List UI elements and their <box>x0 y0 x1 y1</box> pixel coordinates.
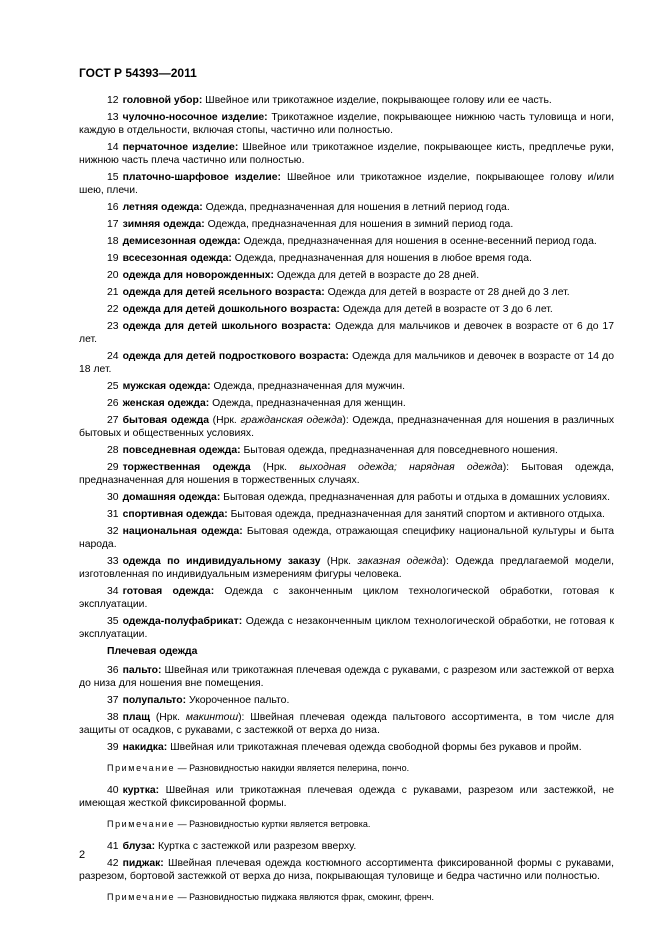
term-number: 22 <box>107 304 119 315</box>
term-name: летняя одежда: <box>122 202 203 213</box>
section-heading-text: Плечевая одежда <box>107 646 198 657</box>
term-entry <box>79 784 614 810</box>
term-name: одежда-полуфабрикат: <box>122 616 243 627</box>
term-definition: Одежда с законченным циклом технологической обработки, готовая к эксплуатации. <box>79 586 614 610</box>
term-number: 35 <box>107 616 119 627</box>
term-number: 17 <box>107 219 119 230</box>
term-number: 29 <box>107 462 119 473</box>
term-definition: Одежда для детей в возрасте до 28 дней. <box>273 270 480 281</box>
term-name: плащ <box>122 712 150 723</box>
note-text: — Разновидностью пиджака являются фрак, смокинг, френч. <box>175 892 434 902</box>
term-definition: Одежда для детей в возрасте от 28 дней до 3 лет. <box>324 287 570 298</box>
term-entry <box>79 444 614 457</box>
term-name: куртка: <box>122 785 160 796</box>
term-name: платочно-шарфовое изделие: <box>122 172 281 183</box>
term-definition: Одежда, предназначенная для ношения в любое время года. <box>231 253 532 264</box>
term-definition: Одежда, предназначенная для ношения в осенне-весенний период года. <box>240 236 597 247</box>
term-number: 19 <box>107 253 119 264</box>
term-number: 21 <box>107 287 119 298</box>
term-number: 36 <box>107 665 119 676</box>
synonym-suffix: ): <box>238 712 245 723</box>
term-name: одежда для детей ясельного возраста: <box>122 287 325 298</box>
term-entry <box>79 414 614 440</box>
term-entry <box>79 201 614 214</box>
term-definition: Бытовая одежда, отражающая специфику национальной культуры и быта народа. <box>79 526 615 550</box>
term-definition: Швейная плечевая одежда пальтового ассортимента, в том числе для защиты от осадков, с рукавами, с застежкой от верха до низа. <box>79 712 615 736</box>
synonym-suffix: ): <box>442 556 449 567</box>
term-name: пальто: <box>122 665 162 676</box>
term-entry <box>79 508 614 521</box>
term-entry <box>79 303 614 316</box>
term-number: 31 <box>107 509 119 520</box>
note-label: Примечание <box>107 819 176 829</box>
term-definition: Швейная или трикотажная плечевая одежда с рукавами, разрезом или застежкой, не имеющая жесткой фиксированной формы. <box>79 785 614 809</box>
term-entry <box>79 252 614 265</box>
term-number: 33 <box>107 556 119 567</box>
term-name: головной убор: <box>122 95 203 106</box>
term-definition: Швейное или трикотажное изделие, покрывающее голову или ее часть. <box>202 95 552 106</box>
term-definition: Швейное или трикотажное изделие, покрывающее голову и/или шею, плечи. <box>79 172 614 196</box>
term-number: 13 <box>107 112 119 123</box>
term-definition: Куртка с застежкой или разрезом вверху. <box>155 841 357 852</box>
term-definition: Одежда, предназначенная для ношения в зимний период года. <box>204 219 514 230</box>
deprecated-synonym: заказная одежда <box>357 556 443 567</box>
term-number: 30 <box>107 492 119 503</box>
term-number: 32 <box>107 526 119 537</box>
page-header-title: ГОСТ Р 54393—2011 <box>79 66 197 80</box>
term-entry <box>79 94 614 107</box>
term-name: женская одежда: <box>122 398 210 409</box>
note <box>79 891 614 903</box>
term-number: 37 <box>107 695 119 706</box>
term-number: 41 <box>107 841 119 852</box>
term-entry <box>79 380 614 393</box>
term-number: 20 <box>107 270 119 281</box>
term-number: 42 <box>107 858 119 869</box>
term-definition: Бытовая одежда, предназначенная для работы и отдыха в домашних условиях. <box>220 492 610 503</box>
term-definition: Одежда, предназначенная для ношения в различных бытовых и общественных условиях. <box>79 415 615 439</box>
synonym-prefix: (Нрк. <box>320 556 358 567</box>
term-entry <box>79 141 614 167</box>
term-name: торжественная одежда <box>122 462 251 473</box>
term-entry <box>79 857 614 883</box>
term-entry <box>79 350 614 376</box>
term-name: одежда для детей дошкольного возраста: <box>122 304 340 315</box>
synonym-prefix: (Нрк. <box>250 462 300 473</box>
term-entry <box>79 525 614 551</box>
term-number: 12 <box>107 95 119 106</box>
term-entry <box>79 491 614 504</box>
term-name: одежда для новорожденных: <box>122 270 274 281</box>
term-name: готовая одежда: <box>122 586 215 597</box>
term-number: 18 <box>107 236 119 247</box>
document-body <box>79 94 614 913</box>
term-entry <box>79 664 614 690</box>
section-heading <box>79 645 614 658</box>
term-number: 24 <box>107 351 119 362</box>
term-number: 40 <box>107 785 119 796</box>
term-name: национальная одежда: <box>122 526 243 537</box>
term-definition: Бытовая одежда, предназначенная для повседневного ношения. <box>240 445 558 456</box>
synonym-prefix: (Нрк. <box>209 415 241 426</box>
term-name: всесезонная одежда: <box>122 253 232 264</box>
term-entry <box>79 171 614 197</box>
term-definition: Швейная или трикотажная плечевая одежда свободной формы без рукавов и пройм. <box>167 742 582 753</box>
term-entry <box>79 218 614 231</box>
term-name: полупальто: <box>122 695 187 706</box>
term-name: одежда для детей подросткового возраста: <box>122 351 349 362</box>
term-entry <box>79 111 614 137</box>
term-number: 25 <box>107 381 119 392</box>
term-number: 14 <box>107 142 119 153</box>
term-entry <box>79 555 614 581</box>
note <box>79 818 614 830</box>
term-definition: Одежда предлагаемой модели, изготовленная по индивидуальным измерениям фигуры человека. <box>79 556 614 580</box>
term-definition: Трикотажное изделие, покрывающее нижнюю часть туловища и ноги, каждую в отдельности, включая стопы, частично или полностью. <box>79 112 614 136</box>
term-name: повседневная одежда: <box>122 445 241 456</box>
term-entry <box>79 585 614 611</box>
term-definition: Одежда для мальчиков и девочек в возрасте от 6 до 17 лет. <box>79 321 614 345</box>
term-name: домашняя одежда: <box>122 492 221 503</box>
term-name: одежда для детей школьного возраста: <box>122 321 332 332</box>
term-entry <box>79 461 614 487</box>
term-name: спортивная одежда: <box>122 509 228 520</box>
term-number: 34 <box>107 586 119 597</box>
deprecated-synonym: гражданская одежда <box>240 415 343 426</box>
synonym-prefix: (Нрк. <box>150 712 186 723</box>
term-number: 15 <box>107 172 119 183</box>
note-label: Примечание <box>107 763 176 773</box>
note-text: — Разновидностью куртки является ветровка. <box>175 819 371 829</box>
deprecated-synonym: выходная одежда; нарядная одежда <box>299 462 503 473</box>
page-number: 2 <box>79 849 86 861</box>
term-entry <box>79 397 614 410</box>
term-definition: Швейная плечевая одежда костюмного ассортимента фиксированной формы с рукавами, разрезом, бортовой застежкой от верха до низа, покрывающая туловище и бедра частично или полностью. <box>79 858 614 882</box>
synonym-suffix: ): <box>502 462 510 473</box>
term-entry <box>79 286 614 299</box>
term-entry <box>79 320 614 346</box>
term-number: 23 <box>107 321 119 332</box>
term-definition: Одежда с незаконченным циклом технологической обработки, не готовая к эксплуатации. <box>79 616 614 640</box>
note <box>79 762 614 774</box>
term-name: чулочно-носочное изделие: <box>122 112 268 123</box>
term-entry <box>79 840 614 853</box>
deprecated-synonym: макинтош <box>185 712 239 723</box>
note-text: — Разновидностью накидки является пелерина, пончо. <box>175 763 410 773</box>
synonym-suffix: ): <box>342 415 349 426</box>
term-entry <box>79 235 614 248</box>
term-name: блуза: <box>122 841 156 852</box>
term-number: 39 <box>107 742 119 753</box>
term-entry <box>79 711 614 737</box>
term-entry <box>79 615 614 641</box>
term-entry <box>79 694 614 707</box>
term-definition: Укороченное пальто. <box>186 695 290 706</box>
term-definition: Одежда, предназначенная для мужчин. <box>210 381 405 392</box>
term-number: 26 <box>107 398 119 409</box>
term-definition: Швейная или трикотажная плечевая одежда с рукавами, с разрезом или застежкой от верха до низа для ношения вне помещения. <box>79 665 614 689</box>
term-entry <box>79 269 614 282</box>
term-definition: Одежда для мальчиков и девочек в возрасте от 14 до 18 лет. <box>79 351 614 375</box>
term-name: пиджак: <box>122 858 164 869</box>
term-definition: Одежда, предназначенная для женщин. <box>209 398 406 409</box>
note-label: Примечание <box>107 892 176 902</box>
term-number: 38 <box>107 712 119 723</box>
term-entry <box>79 741 614 754</box>
term-definition: Швейное или трикотажное изделие, покрывающее кисть, предплечье руки, нижнюю часть плеча частично или полностью. <box>79 142 614 166</box>
term-name: мужская одежда: <box>122 381 211 392</box>
term-name: одежда по индивидуальному заказу <box>122 556 321 567</box>
term-name: демисезонная одежда: <box>122 236 241 247</box>
term-definition: Одежда для детей в возрасте от 3 до 6 лет. <box>339 304 553 315</box>
term-name: накидка: <box>122 742 168 753</box>
term-number: 16 <box>107 202 119 213</box>
term-definition: Одежда, предназначенная для ношения в летний период года. <box>202 202 510 213</box>
term-name: перчаточное изделие: <box>122 142 239 153</box>
term-definition: Бытовая одежда, предназначенная для ношения в торжественных случаях. <box>79 462 614 486</box>
term-number: 27 <box>107 415 119 426</box>
term-name: бытовая одежда <box>122 415 210 426</box>
term-number: 28 <box>107 445 119 456</box>
term-definition: Бытовая одежда, предназначенная для занятий спортом и активного отдыха. <box>227 509 605 520</box>
term-name: зимняя одежда: <box>122 219 205 230</box>
